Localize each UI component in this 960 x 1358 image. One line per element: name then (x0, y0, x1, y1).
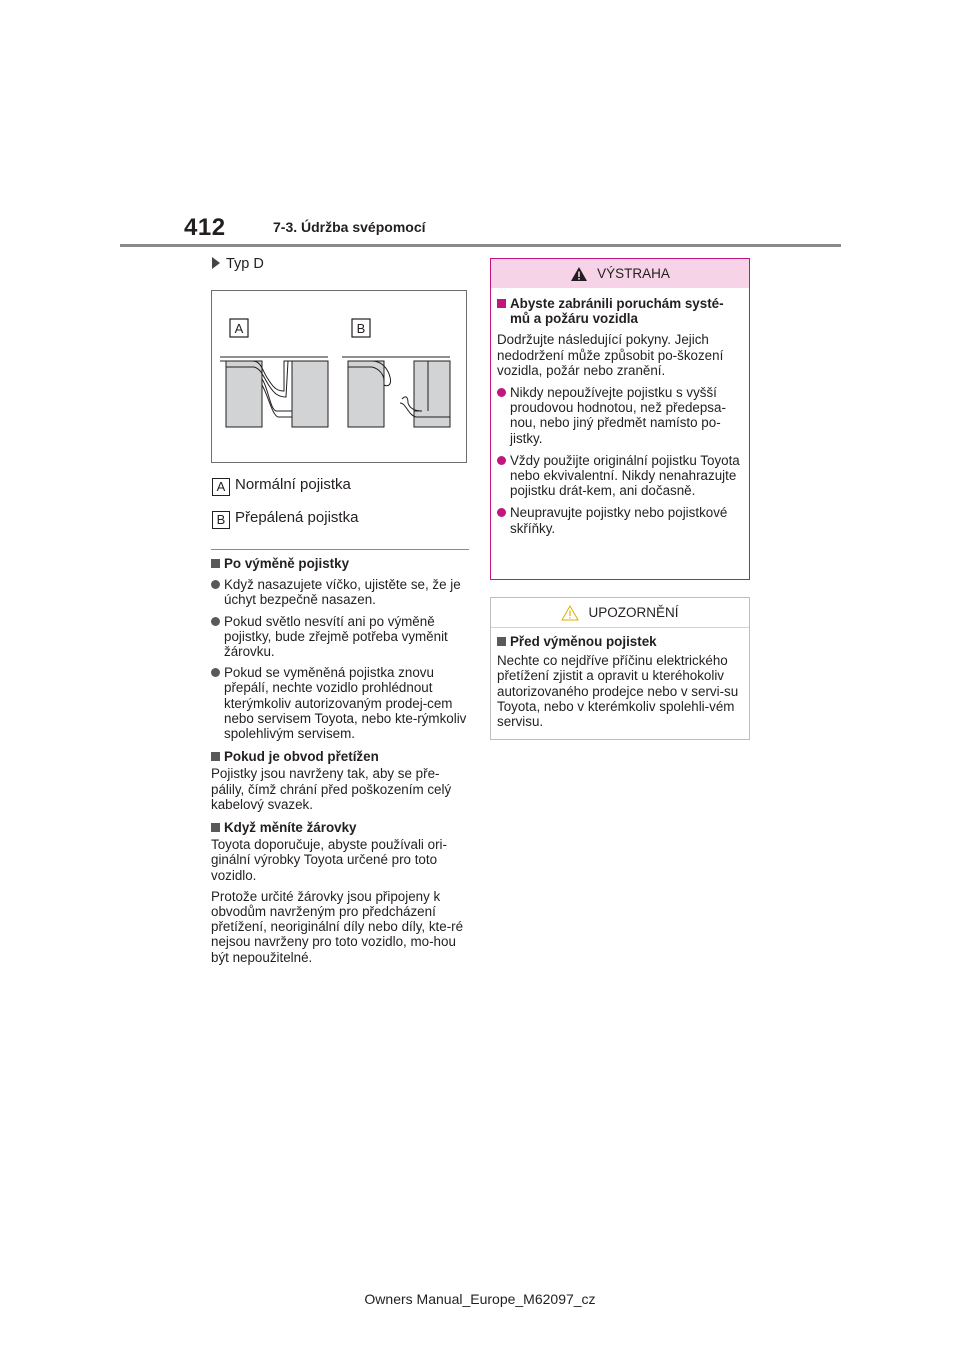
heading-zarovky-text: Když měníte žárovky (224, 820, 357, 836)
bullet-dot-icon (211, 580, 220, 589)
warning-triangle-icon (570, 266, 588, 282)
notice-heading (497, 634, 743, 649)
normal-fuse-drawing (220, 357, 328, 427)
triangle-bullet-icon (212, 257, 220, 269)
notice-box (490, 597, 750, 740)
type-label (212, 256, 264, 272)
square-bullet-icon (211, 823, 220, 832)
bullet-text: Když nasazujete víčko, ujistěte se, že je úchyt bezpečně nasazen. (224, 577, 461, 608)
bullet-dot-icon (211, 668, 220, 677)
footer-text: Owners Manual_Europe_M62097_cz (364, 1291, 596, 1307)
bullet-text: Vždy použijte originální pojistku Toyota nebo ekvivalentní. Nikdy nenahrazujte pojistku drát-kem, ani dočasně. (510, 452, 740, 499)
blown-fuse-drawing (342, 357, 450, 427)
legend-key-a: A (212, 478, 230, 496)
legend-item-a (212, 476, 351, 496)
list-item (211, 614, 469, 660)
page-number: 412 (184, 214, 226, 241)
heading-pretizen (211, 749, 469, 764)
legend-key-b: B (212, 511, 230, 529)
bullet-text: Nikdy nepoužívejte pojistku s vyšší proudovou hodnotou, než předepsa-nou, nebo jiný předmět namísto po-jistky. (510, 385, 726, 446)
list-item (497, 505, 743, 535)
notice-heading-text: Před výměnou pojistek (510, 634, 657, 649)
paragraph-zarovky-2: Protože určité žárovky jsou připojeny k obvodům navrženým pro předcházení přetížení, neoriginální díly nebo díly, kte-ré nejsou navrženy pro toto vozidlo, mo-hou být nepoužitelné. (211, 888, 464, 965)
list-item (497, 453, 743, 499)
heading-po-vymene (211, 556, 469, 571)
bullet-text: Pokud se vyměněná pojistka znovu přepálí, nechte vozidlo prohlédnout kterýmkoliv autorizovaným prodej-cem nebo servisem Toyota, nebo kte-rýmkoliv spolehlivým servisem. (224, 665, 467, 742)
bullet-text: Neupravujte pojistky nebo pojistkové skříňky. (510, 505, 728, 536)
square-bullet-icon (211, 752, 220, 761)
figure-label-a: A (234, 321, 244, 336)
paragraph-pretizen: Pojistky jsou navrženy tak, aby se pře-pálily, čímž chrání před poškozením celý kabelový svazek. (211, 766, 452, 812)
square-bullet-icon (497, 299, 506, 308)
legend-text-a: Normální pojistka (235, 476, 351, 493)
legend-text-b: Přepálená pojistka (235, 509, 359, 526)
list-item (211, 665, 469, 741)
warning-title: VÝSTRAHA (597, 266, 670, 281)
figure-label-b: B (356, 321, 366, 336)
notice-title: UPOZORNĚNÍ (588, 605, 679, 620)
heading-pretizen-text: Pokud je obvod přetížen (224, 749, 379, 765)
section-title: 7-3. Údržba svépomocí (273, 219, 426, 235)
paragraph-zarovky-1: Toyota doporučuje, abyste používali ori-ginální výrobky Toyota určené pro toto vozidlo. (211, 837, 447, 883)
bullet-dot-icon (211, 617, 220, 626)
header-rule (120, 244, 841, 247)
notice-header (491, 598, 749, 628)
square-bullet-icon (211, 559, 220, 568)
warning-header (491, 259, 749, 288)
list-item (211, 577, 469, 607)
notice-text: Nechte co nejdříve příčinu elektrického přetížení zjistit a opravit u kteréhokoliv autorizovaného prodejce nebo v servi-su Toyota, nebo v kterémkoliv spolehli-vém servisu. (497, 653, 739, 730)
bullet-dot-icon (497, 508, 506, 517)
heading-zarovky (211, 820, 469, 835)
list-item (497, 385, 743, 446)
caution-triangle-icon (561, 605, 579, 621)
bullet-dot-icon (497, 456, 506, 465)
left-column-text (211, 556, 469, 965)
warning-body (491, 288, 749, 536)
warning-heading (497, 296, 743, 326)
square-bullet-icon (497, 637, 506, 646)
bullet-text: Pokud světlo nesvítí ani po výměně pojistky, bude zřejmě potřeba vyměnit žárovku. (224, 613, 448, 660)
heading-po-vymene-text: Po výměně pojistky (224, 556, 350, 571)
section-divider (211, 549, 469, 550)
legend-item-b (212, 509, 358, 529)
bullet-dot-icon (497, 388, 506, 397)
warning-intro: Dodržujte následující pokyny. Jejich nedodržení může způsobit po-škození vozidla, požár nebo zranění. (497, 332, 724, 378)
fuse-figure (211, 290, 467, 463)
type-label-text: Typ D (226, 256, 264, 272)
notice-body (491, 628, 749, 729)
warning-box (490, 258, 750, 580)
fuse-illustration (212, 291, 466, 462)
warning-heading-text: Abyste zabránili poruchám systé-mů a požáru vozidla (510, 296, 724, 327)
